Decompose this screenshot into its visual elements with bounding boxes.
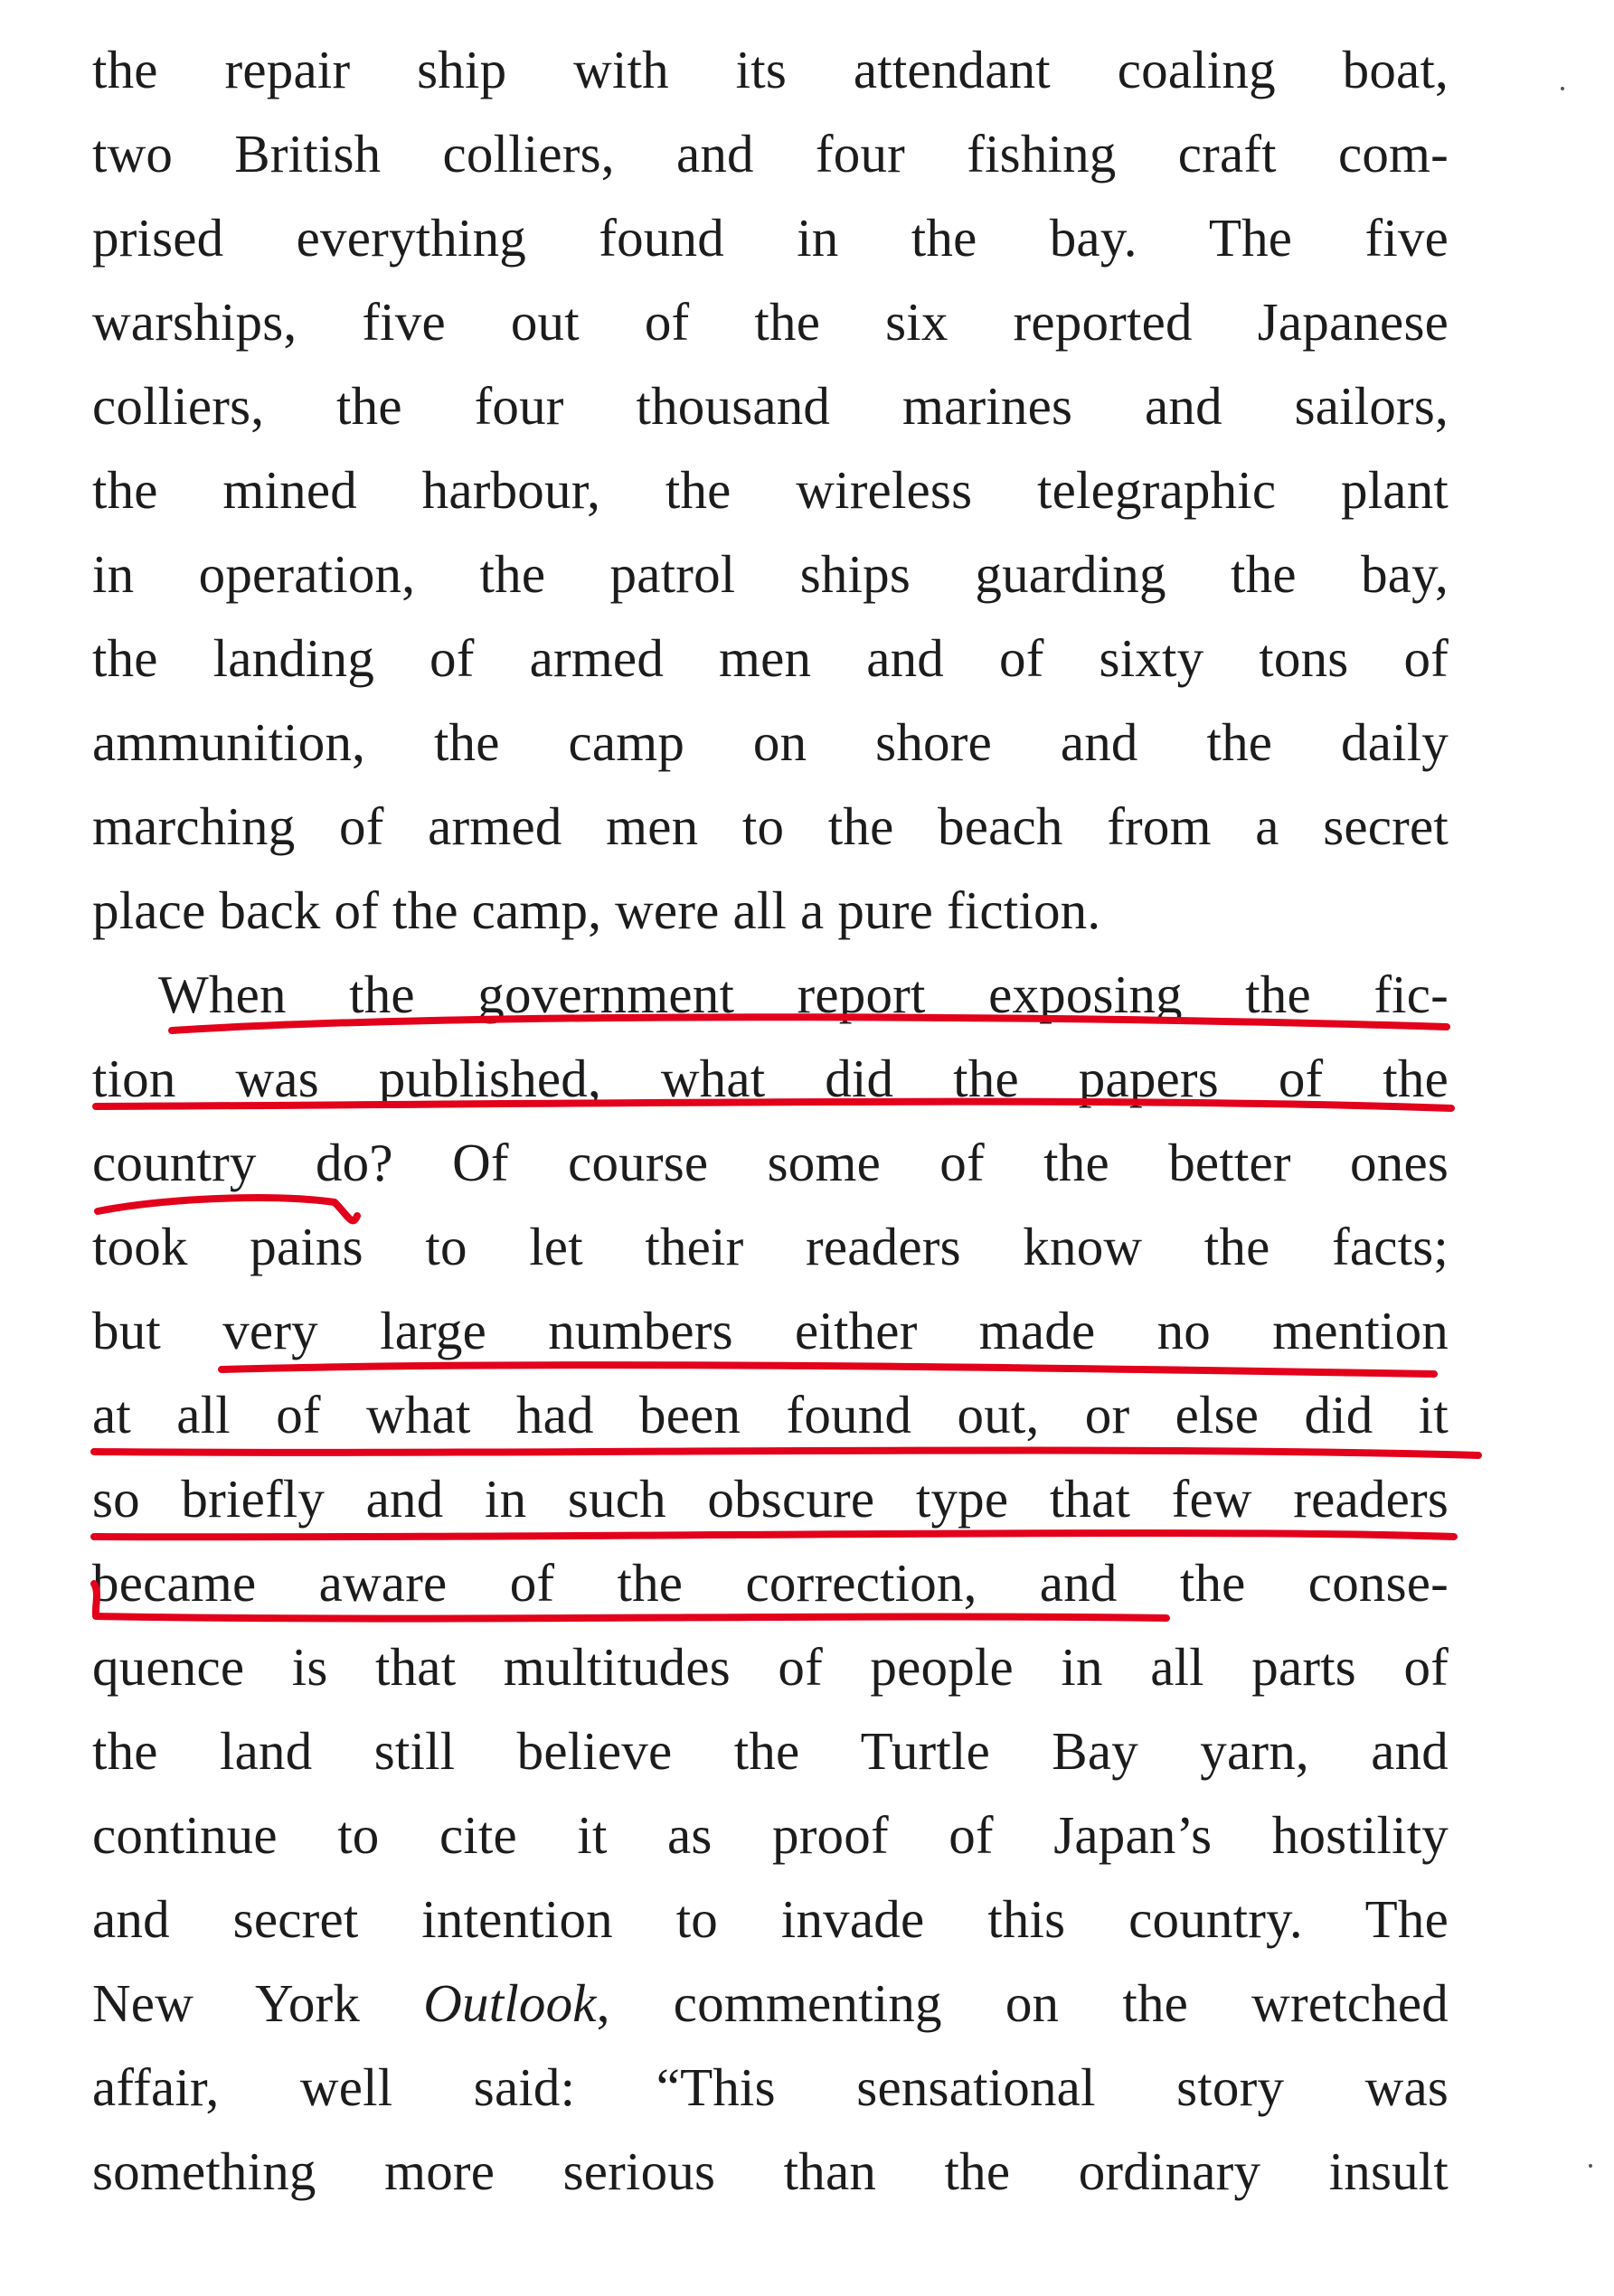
text-line: colliers, the four thousand marines and sailors, <box>92 376 1449 436</box>
text-line: ammunition, the camp on shore and the daily <box>92 712 1449 772</box>
text-line: in operation, the patrol ships guarding the bay, <box>92 544 1449 604</box>
text-line: quence is that multitudes of people in all parts of <box>92 1637 1449 1697</box>
text-line: the repair ship with its attendant coaling boat, <box>92 40 1449 99</box>
text-line: tion was published, what did the papers of the <box>92 1049 1449 1108</box>
text-line: something more serious than the ordinary insult <box>92 2141 1449 2201</box>
text-span: , commenting on the wretched <box>596 1973 1449 2033</box>
text-line: When the government report exposing the fic- <box>158 965 1449 1024</box>
italic-title-outlook: Outlook <box>423 1973 597 2033</box>
text-line: but very large numbers either made no mention <box>92 1301 1449 1360</box>
text-line: and secret intention to invade this country. The <box>92 1889 1449 1949</box>
text-line: affair, well said: “This sensational story was <box>92 2057 1449 2117</box>
text-line: country do? Of course some of the better ones <box>92 1133 1449 1192</box>
red-underline <box>94 1451 1478 1455</box>
text-line: the land still believe the Turtle Bay yarn, and <box>92 1721 1449 1781</box>
text-line: the mined harbour, the wireless telegraphic plant <box>92 460 1449 520</box>
text-line: warships, five out of the six reported Japanese <box>92 292 1449 352</box>
text-line: prised everything found in the bay. The five <box>92 208 1449 268</box>
text-line <box>92 1973 1449 2033</box>
text-line: two British colliers, and four fishing craft com- <box>92 124 1449 183</box>
text-line: continue to cite it as proof of Japan’s hostility <box>92 1805 1449 1865</box>
scan-speck <box>1561 87 1564 90</box>
text-span: New York <box>92 1973 424 2033</box>
text-line: at all of what had been found out, or else did it <box>92 1385 1449 1444</box>
text-line: so briefly and in such obscure type that few readers <box>92 1469 1449 1529</box>
scan-speck <box>1589 2164 1592 2168</box>
text-line: became aware of the correction, and the conse- <box>92 1553 1449 1613</box>
text-line: place back of the camp, were all a pure fiction. <box>92 880 1101 940</box>
red-underline <box>222 1365 1434 1374</box>
text-line: took pains to let their readers know the facts; <box>92 1217 1449 1276</box>
red-underline <box>94 1533 1454 1537</box>
text-line: the landing of armed men and of sixty tons of <box>92 628 1449 688</box>
text-line: marching of armed men to the beach from a secret <box>92 796 1449 856</box>
